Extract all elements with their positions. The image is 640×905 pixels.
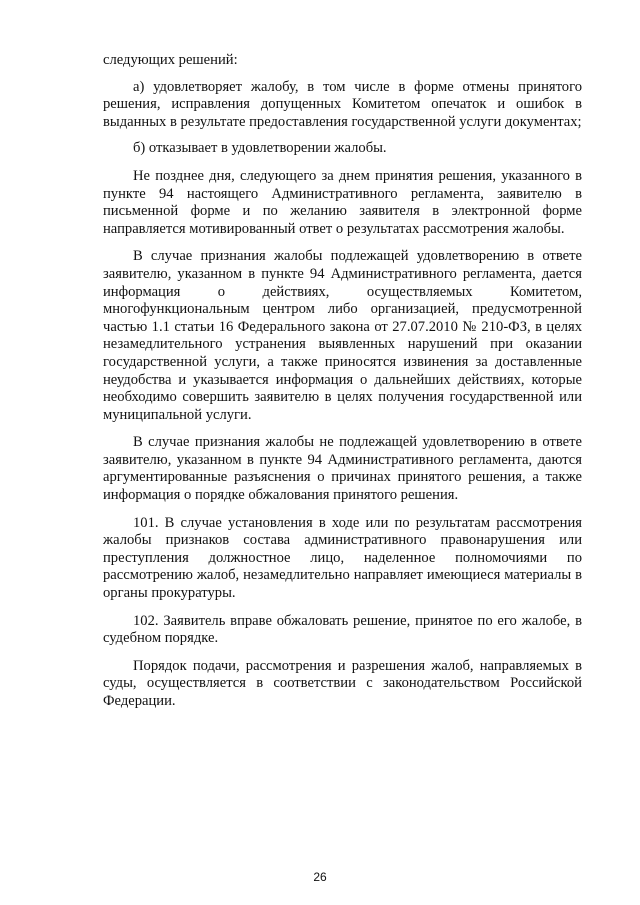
paragraph-response-deadline: Не позднее дня, следующего за днем принятия решения, указанного в пункте 94 настоящего Административного регламента, заявителю в письменной форме и по желанию заявителя в электронной форме направляется мотивированный ответ о результатах рассмотрения жалобы. — [103, 167, 582, 237]
paragraph-option-b: б) отказывает в удовлетворении жалобы. — [133, 140, 387, 157]
paragraph-clause-102: 102. Заявитель вправе обжаловать решение, принятое по его жалобе, в судебном порядке. — [103, 612, 582, 647]
paragraph-continuation: следующих решений: — [103, 52, 238, 68]
paragraph-option-a: а) удовлетворяет жалобу, в том числе в форме отмены принятого решения, исправления допущенных Комитетом опечаток и ошибок в выданных в результате предоставления государственной услуги документах; — [103, 78, 582, 130]
paragraph-complaint-upheld: В случае признания жалобы подлежащей удовлетворению в ответе заявителю, указанном в пункте 94 Административного регламента, дается информация о действиях, осуществляемых Комитетом, многофункциональным центром либо организацией, предусмотренной частью 1.1 статьи 16 Федерального закона от 27.07.2010 № 210-ФЗ, в целях незамедлительного устранения выявленных нарушений при оказании государственной услуги, а также приносятся извинения за доставленные неудобства и указывается информация о дальнейших действиях, которые необходимо совершить заявителю в целях получения государственной или муниципальной услуги. — [103, 248, 582, 423]
paragraph-complaint-rejected: В случае признания жалобы не подлежащей удовлетворению в ответе заявителю, указанном в пункте 94 Административного регламента, даются аргументированные разъяснения о причинах принятого решения, а также информация о порядке обжалования принятого решения. — [103, 434, 582, 504]
paragraph-clause-101: 101. В случае установления в ходе или по результатам рассмотрения жалобы признаков состава административного правонарушения или преступления должностное лицо, наделенное полномочиями по рассмотрению жалоб, незамедлительно направляет имеющиеся материалы в органы прокуратуры. — [103, 514, 582, 602]
page-number: 26 — [313, 870, 327, 884]
paragraph-court-procedure: Порядок подачи, рассмотрения и разрешения жалоб, направляемых в суды, осуществляется в соответствии с законодательством Российской Федерации. — [103, 657, 582, 709]
document-body — [103, 52, 582, 711]
